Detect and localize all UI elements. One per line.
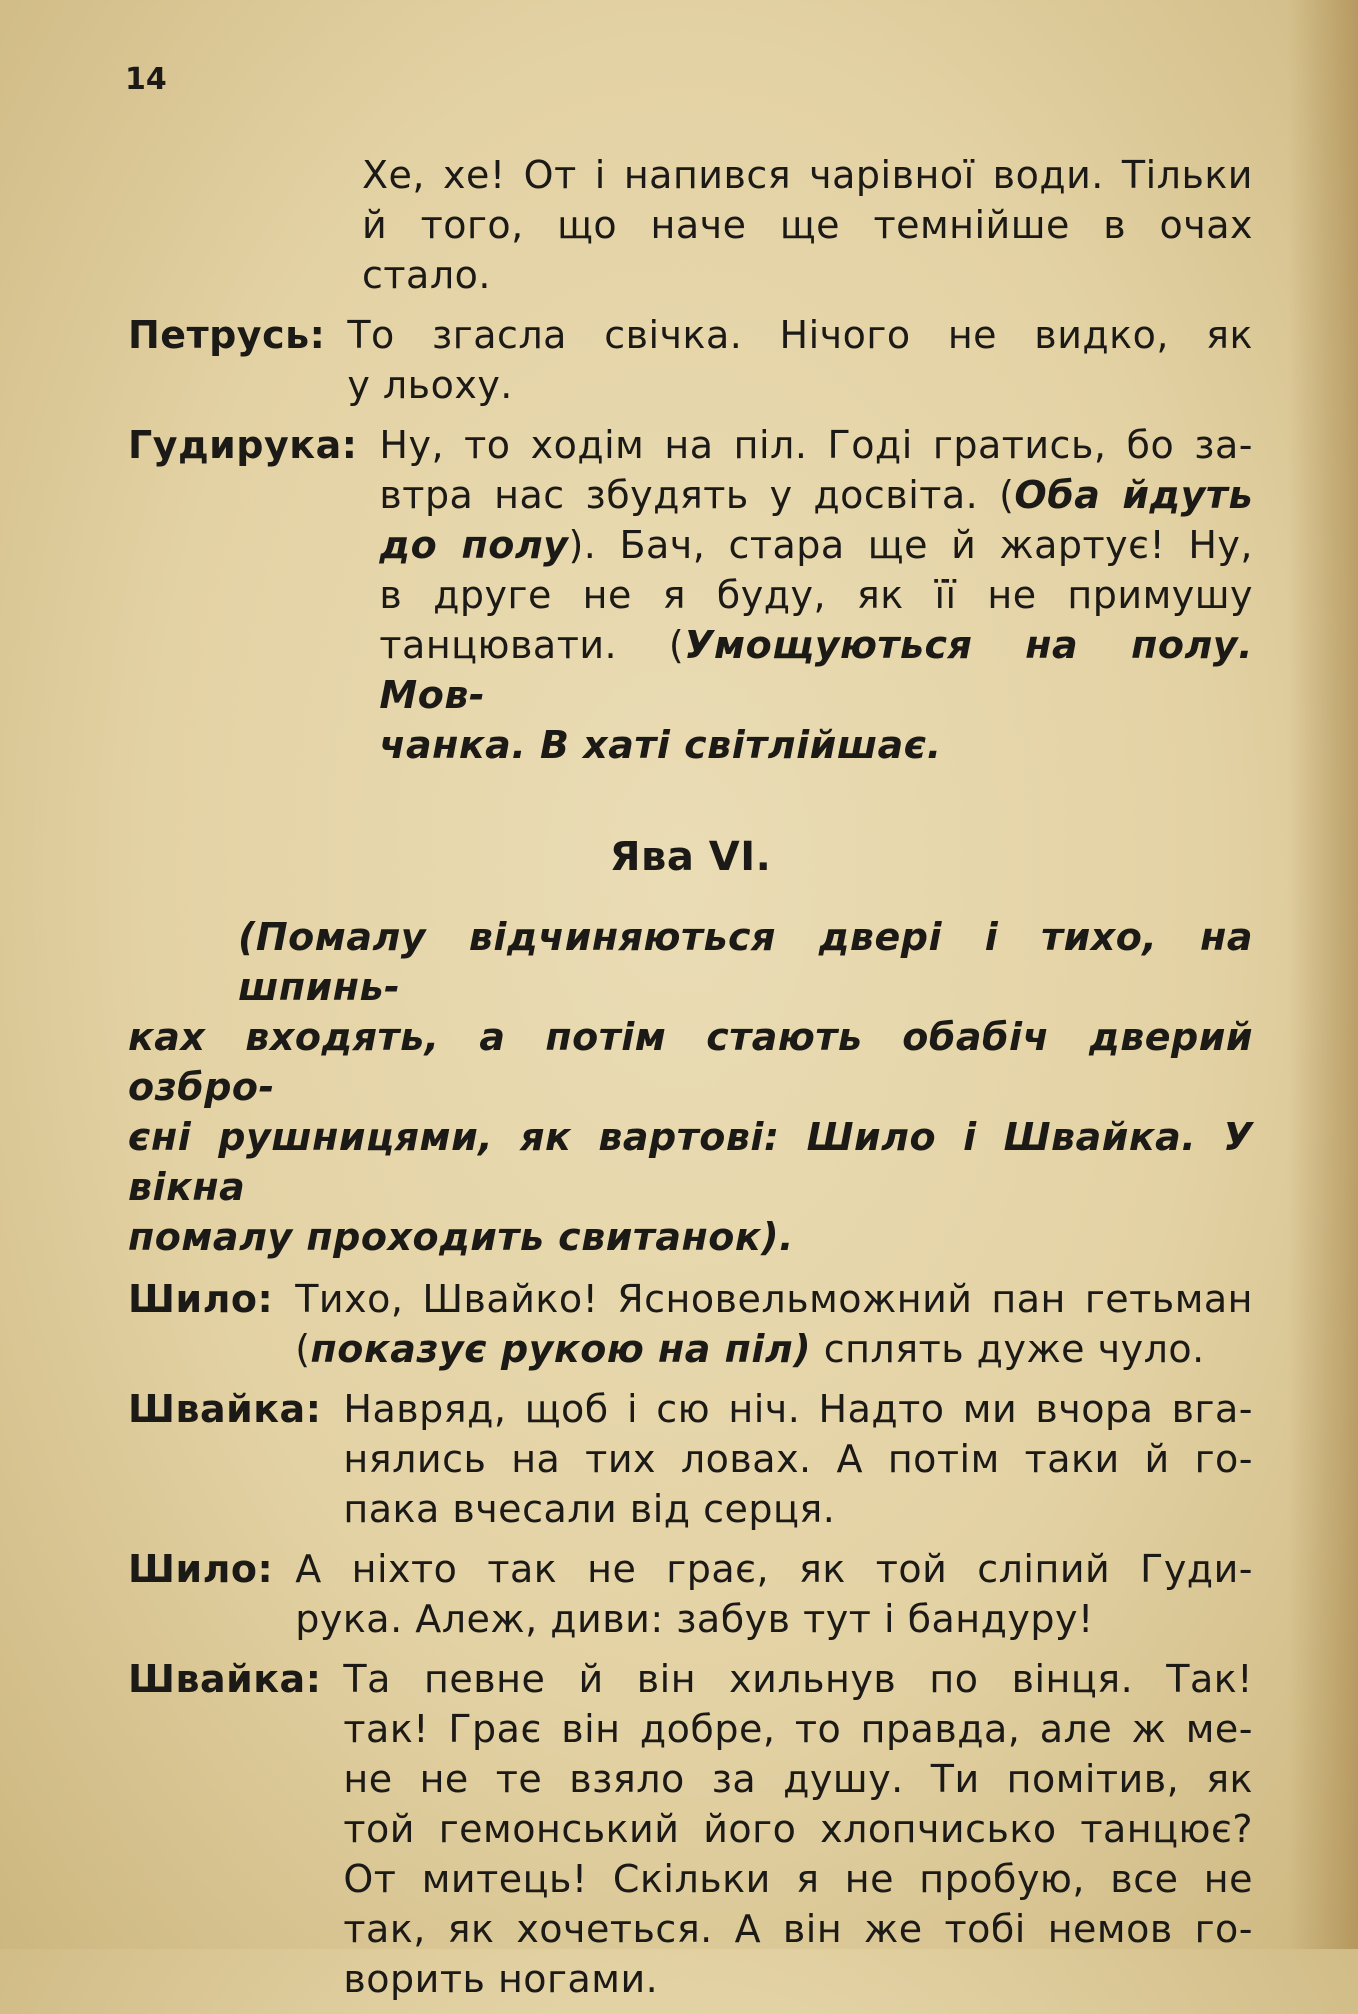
stage-direction [128,912,1253,1262]
text-line: От митець! Скільки я не пробую, все не [343,1857,1253,1901]
text-line [379,520,1253,570]
speech-body [379,420,1253,770]
text-line [295,1324,1253,1374]
text-run: танцювати. ( [379,623,685,667]
speech-shylo [128,1544,1253,1644]
text-line: помалу проходить свитанок). [128,1215,794,1259]
text-run: втра нас збудять у досвіта. ( [379,473,1015,517]
text-line: Ну, то ходім на піл. Годі гратись, бо за- [379,423,1253,467]
speech-shylo [128,1274,1253,1374]
speech-shvaika [128,1384,1253,1534]
speech-body [295,1544,1253,1644]
text-line: й того, що наче ще темнійше в очах [362,203,1253,247]
text-line: Та певне й він хильнув по вінця. Так! [343,1657,1253,1701]
text-line: той гемонський його хлопчисько танцює? [343,1807,1253,1851]
text-line: єні рушницями, як вартові: Шило і Швайка. У вікна [128,1115,1253,1209]
text-line: у льоху. [347,363,513,407]
text-line: так, як хочеться. А він же тобі немов го- [343,1907,1253,1951]
text-line: Тихо, Швайко! Ясновельможний пан гетьман [295,1277,1253,1321]
text-line: Хе, хе! От і напився чарівної води. Тільки [362,153,1253,197]
text-line: рука. Алеж, диви: забув тут і бандуру! [295,1597,1094,1641]
speaker-name: Швайка: [128,1387,322,1431]
text-line [379,470,1253,520]
speaker-name: Петрусь: [128,313,326,357]
speech-body [343,1384,1253,1534]
text-line: А ніхто так не грає, як той сліпий Гуди- [295,1547,1253,1591]
page-edge-shadow [1288,0,1358,1949]
text-line [379,720,1253,770]
speech-continuation [128,150,1253,300]
stage-note: показує рукою на піл) [310,1327,812,1371]
text-line [379,620,1253,720]
stage-note: чанка. В хаті світлійшає. [379,723,942,767]
stage-note: Умощуються на полу. Мов- [379,623,1254,717]
text-line: То згасла свічка. Нічого не видко, як [347,313,1253,357]
speech-body [343,1654,1253,2004]
speech-body [295,1274,1253,1374]
text-line: пака вчесали від серця. [343,1487,836,1531]
text-line: в друге не я буду, як її не примушу [379,573,1253,617]
scene-title: Ява VI. [609,834,772,880]
speaker-name: Шило: [128,1277,274,1321]
play-text [128,150,1253,2014]
text-line: нялись на тих ловах. А потім таки й го- [343,1437,1253,1481]
text-line: (Помалу відчиняються двері і тихо, на шпинь- [238,915,1253,1009]
speaker-name: Шило: [128,1547,274,1591]
text-line: ворить ногами. [343,1957,659,2001]
text-line: так! Грає він добре, то правда, але ж ме- [343,1707,1253,1751]
speech-hudyruka [128,420,1253,770]
text-line: Навряд, щоб і сю ніч. Надто ми вчора вга- [343,1387,1253,1431]
text-run: ( [295,1327,311,1371]
text-run: ). Бач, стара ще й жартує! Ну, [568,523,1253,567]
speech-petrus [128,310,1253,410]
speech-shvaika [128,1654,1253,2004]
stage-note: Оба йдуть [1014,473,1253,517]
text-line: ках входять, а потім стають обабіч дверий озбро- [128,1015,1253,1109]
speaker-name: Швайка: [128,1657,322,1701]
text-run: сплять дуже чуло. [811,1327,1205,1371]
speaker-name: Гудирука: [128,423,358,467]
page-number: 14 [125,62,167,97]
speech-body [347,310,1253,410]
stage-note: до полу [379,523,569,567]
text-line: не не те взяло за душу. Ти помітив, як [343,1757,1253,1801]
text-line: стало. [362,253,491,297]
